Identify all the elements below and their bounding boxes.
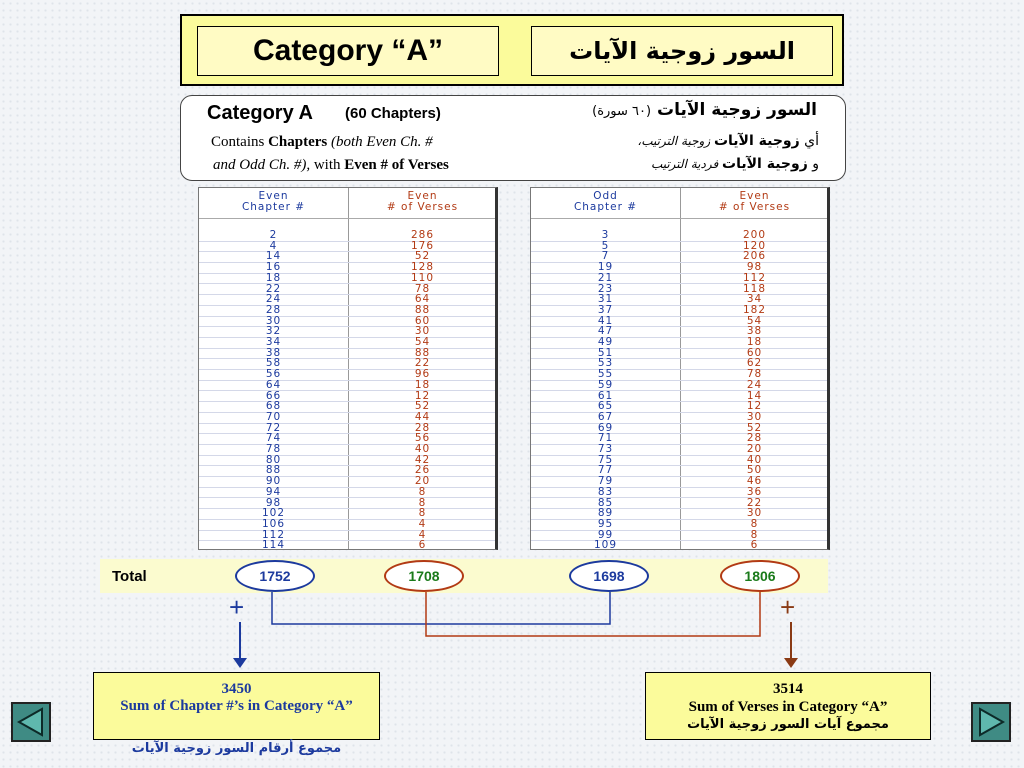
total-even-chapters: 1752 [235,560,315,592]
chapter-cell: 49 [597,336,614,348]
verses-cell: 78 [414,282,431,295]
verses-cell: 52 [746,421,763,434]
verses-sum-label-ar: مجموع آيات السور زوجية الآيات [687,717,889,732]
verses-cell: 20 [746,443,763,455]
verses-cell: 60 [746,346,763,359]
chapter-cell: 88 [265,464,282,477]
verses-cell: 60 [414,314,431,327]
verses-sum-box [645,672,931,740]
verses-cell: 4 [418,528,427,541]
header-line: Even [258,190,289,202]
chapter-cell: 41 [597,314,614,327]
chapter-cell: 37 [597,303,614,316]
chapters-sum-label-ar: مجموع أرقام السور زوجية الآيات [131,741,342,756]
chapter-cell: 73 [597,443,614,455]
chapter-cell: 2 [269,229,278,241]
verses-cell: 50 [746,464,763,477]
desc-emphasis: Even # of Verses [344,157,449,173]
verses-cell: 6 [750,539,759,550]
chapter-cell: 47 [597,325,614,338]
chapter-cell: 24 [265,293,282,306]
chapter-cell: 67 [597,410,614,423]
chapter-cell: 90 [265,475,282,488]
verses-cell: 44 [414,410,431,423]
verses-cell: 120 [742,239,767,252]
chapters-sum-label: Sum of Chapter #’s in Category “A” [120,698,353,714]
chapter-cell: 30 [265,314,282,327]
chapters-sum-box [93,672,380,740]
verses-cell: 6 [418,539,427,550]
verse-sum-connector [426,592,760,636]
ar-emphasis: زوجية الآيات [713,133,800,149]
chapter-cell: 70 [265,410,282,423]
verses-cell: 176 [410,239,435,252]
verses-cell: 12 [414,389,431,402]
verses-cell: 112 [742,271,767,284]
chapter-cell: 95 [597,517,614,530]
chapter-cell: 55 [597,368,614,381]
chapter-arrow-head [233,658,247,668]
verses-cell: 20 [414,475,431,488]
header-line: Chapter # [573,201,638,213]
arabic-heading-main: السور زوجية الآيات [657,100,817,120]
verses-cell: 200 [742,229,767,241]
chapter-cell: 32 [265,325,282,338]
chapter-cell: 112 [261,528,286,541]
total-label: Total [112,568,147,585]
title-english: Category “A” [197,26,499,76]
chapter-cell: 3 [601,229,610,241]
desc-italic: and Odd Ch. #), [213,157,311,173]
chapter-cell: 64 [265,378,282,391]
chapter-cell: 80 [265,453,282,466]
verses-sum-value: 3514 [773,681,803,697]
desc-text: Contains [211,134,269,150]
chapter-cell: 114 [261,539,286,550]
verses-cell: 56 [414,432,431,445]
chapters-count-note: (60 Chapters) [345,105,441,122]
verses-cell: 12 [746,400,763,413]
verses-cell: 34 [746,293,763,306]
desc-emphasis: Chapters [268,134,328,150]
verses-cell: 52 [414,250,431,263]
chapters-sum-value: 3450 [221,681,252,697]
verses-cell: 28 [746,432,763,445]
verses-cell: 8 [418,496,427,509]
verses-cell: 96 [414,368,431,381]
verses-cell: 18 [746,336,763,348]
verses-cell: 40 [746,453,763,466]
chapter-cell: 53 [597,357,614,370]
chapter-cell: 99 [597,528,614,541]
chapter-sum-connector [272,592,610,624]
chapter-cell: 74 [265,432,282,445]
chapter-cell: 21 [597,271,614,284]
verses-cell: 118 [742,282,767,295]
plus-sign-chapters: + [229,592,245,622]
verses-cell: 182 [742,303,767,316]
verses-cell: 24 [746,378,763,391]
ar-text: أي [799,133,819,149]
verses-cell: 206 [742,250,767,263]
verses-cell: 36 [746,485,763,498]
chapter-cell: 72 [265,421,282,434]
verses-cell: 30 [746,507,763,520]
chapter-cell: 34 [265,336,282,348]
triangle-right-icon [973,704,1009,740]
verses-cell: 22 [414,357,431,370]
chapter-cell: 94 [265,485,282,498]
chapter-cell: 85 [597,496,614,509]
chapter-cell: 65 [597,400,614,413]
chapter-cell: 68 [265,400,282,413]
category-heading: Category A [207,102,313,124]
chapter-cell: 38 [265,346,282,359]
ar-italic: زوجية الترتيب، [637,134,714,148]
triangle-left-icon [13,704,49,740]
verses-sum-label: Sum of Verses in Category “A” [688,699,888,715]
verses-cell: 98 [746,261,763,274]
chapter-cell: 16 [265,261,282,274]
header-line: Even [739,190,770,202]
verses-cell: 28 [414,421,431,434]
chapter-cell: 98 [265,496,282,509]
chapter-cell: 58 [265,357,282,370]
chapter-cell: 31 [597,293,614,306]
chapter-cell: 69 [597,421,614,434]
verses-cell: 128 [410,261,435,274]
chapter-cell: 7 [601,250,610,263]
verses-cell: 40 [414,443,431,455]
chapter-cell: 56 [265,368,282,381]
verses-cell: 4 [418,517,427,530]
total-odd-chapters: 1698 [569,560,649,592]
verses-cell: 8 [750,517,759,530]
verses-cell: 88 [414,303,431,316]
ar-emphasis: زوجية الآيات [722,156,808,172]
chapter-cell: 89 [597,507,614,520]
chapter-cell: 59 [597,378,614,391]
verses-cell: 286 [410,229,435,241]
verses-cell: 8 [750,528,759,541]
header-line: # of Verses [386,201,459,213]
chapter-cell: 77 [597,464,614,477]
verses-cell: 54 [414,336,431,348]
chapter-cell: 23 [597,282,614,295]
verses-cell: 46 [746,475,763,488]
total-even-verses: 1708 [384,560,464,592]
chapter-cell: 14 [265,250,282,263]
verse-arrow-head [784,658,798,668]
chapter-cell: 106 [261,517,286,530]
header-line: # of Verses [718,201,791,213]
arabic-heading-count: (٦٠ سورة) [592,104,652,119]
chapter-cell: 71 [597,432,614,445]
chapter-cell: 18 [265,271,282,284]
header-line: Chapter # [241,201,306,213]
verses-cell: 26 [414,464,431,477]
chapter-cell: 83 [597,485,614,498]
verses-cell: 78 [746,368,763,381]
total-odd-verses: 1806 [720,560,800,592]
chapter-cell: 79 [597,475,614,488]
chapter-cell: 5 [601,239,610,252]
ar-text: و [807,156,819,172]
chapter-cell: 22 [265,282,282,295]
verses-cell: 18 [414,378,431,391]
plus-sign-verses: + [780,592,796,622]
header-line: Odd [593,190,618,202]
verses-cell: 22 [746,496,763,509]
chapter-cell: 78 [265,443,282,455]
verses-cell: 52 [414,400,431,413]
verses-cell: 54 [746,314,763,327]
desc-text: with [310,157,345,173]
verses-cell: 62 [746,357,763,370]
chapter-cell: 102 [261,507,286,520]
next-slide-button[interactable] [971,702,1011,742]
chapter-cell: 19 [597,261,614,274]
chapter-cell: 28 [265,303,282,316]
header-line: Even [407,190,438,202]
verses-cell: 30 [746,410,763,423]
chapter-cell: 61 [597,389,614,402]
desc-italic: (both Even Ch. # [327,134,433,150]
chapter-cell: 4 [269,239,278,252]
verses-cell: 42 [414,453,431,466]
chapter-cell: 66 [265,389,282,402]
verses-cell: 8 [418,507,427,520]
verses-cell: 38 [746,325,763,338]
verses-cell: 110 [410,271,435,284]
chapter-cell: 109 [593,539,618,550]
verses-cell: 8 [418,485,427,498]
ar-italic: فردية الترتيب [650,157,723,171]
title-arabic: السور زوجية الآيات [531,26,833,76]
chapter-cell: 51 [597,346,614,359]
chapter-cell: 75 [597,453,614,466]
previous-slide-button[interactable] [11,702,51,742]
verses-cell: 14 [746,389,763,402]
verses-cell: 64 [414,293,431,306]
verses-cell: 88 [414,346,431,359]
verses-cell: 30 [414,325,431,338]
